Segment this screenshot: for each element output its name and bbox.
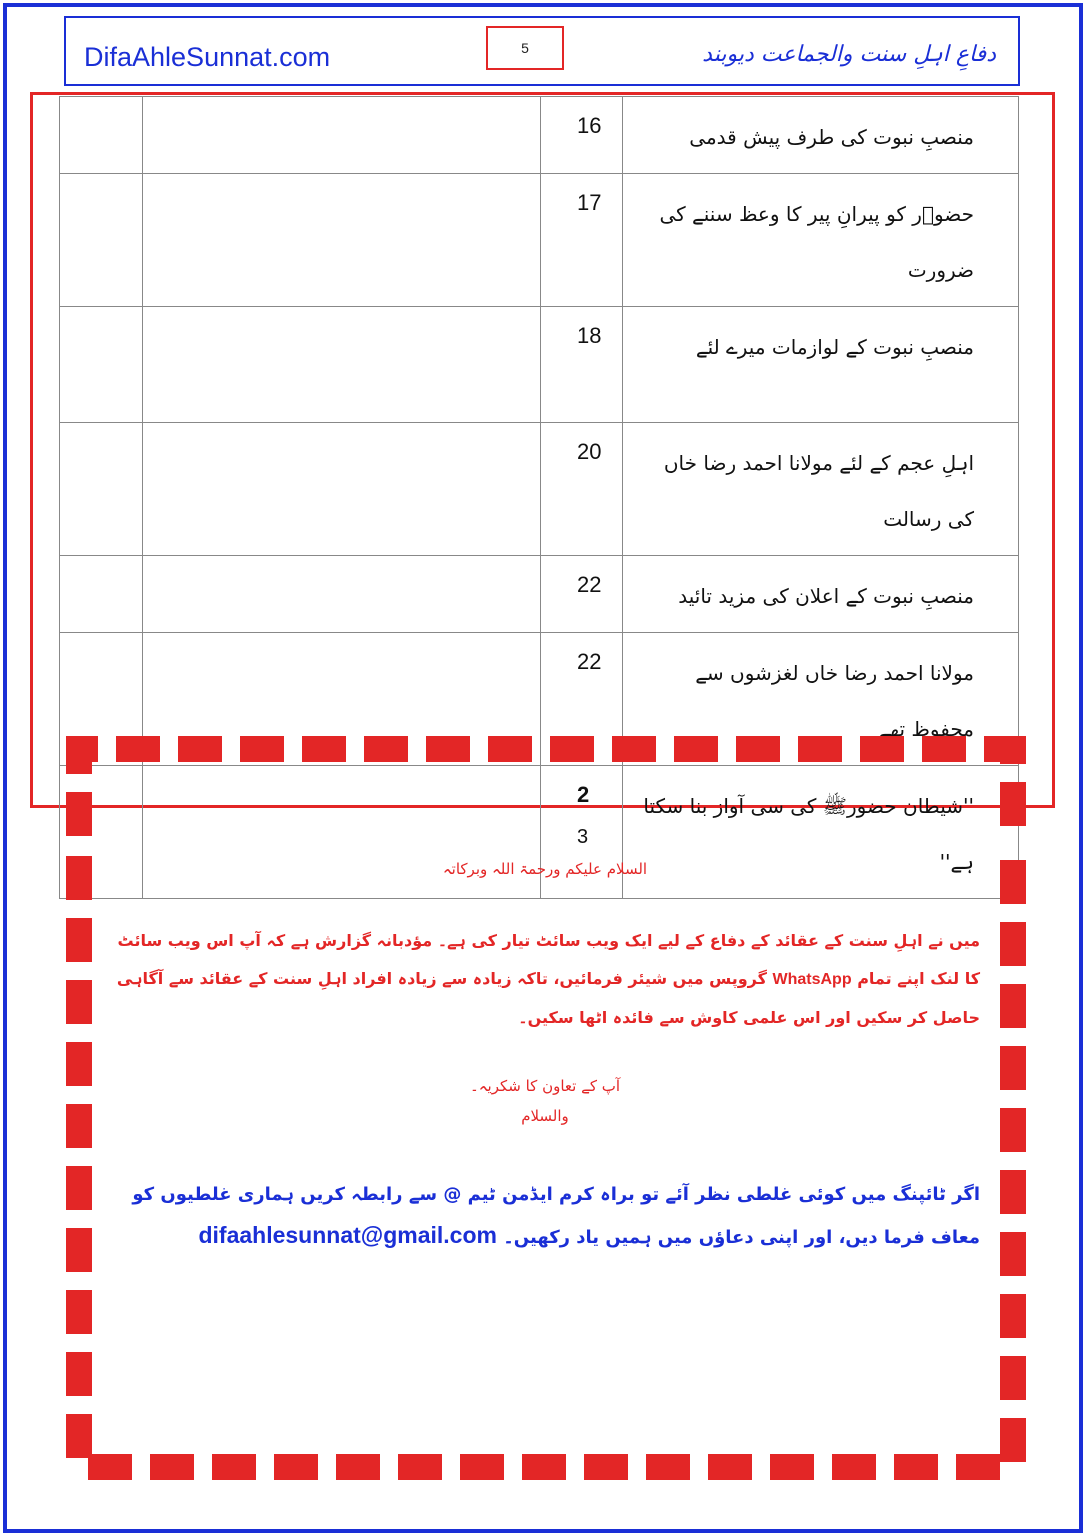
thanks-text: آپ کے تعاون کا شکریہ۔	[469, 1077, 621, 1095]
toc-title: اہلِ عجم کے لئے مولانا احمد رضا خاں کی رسالت	[623, 423, 1019, 556]
notice-block	[110, 860, 980, 1258]
toc-page: 22	[541, 556, 623, 633]
correction-paragraph	[110, 1175, 980, 1258]
thanks-note	[110, 1071, 980, 1131]
page-header	[64, 16, 1020, 86]
table-row	[60, 97, 1019, 174]
toc-page: 18	[541, 307, 623, 423]
table-row	[60, 174, 1019, 307]
toc-title: ''شیطان حضورﷺ کی سی آواز بنا سکتا ہے''	[623, 766, 1019, 899]
toc-title: حضوؑر کو پیرانِ پیر کا وعظ سننے کی ضرورت	[623, 174, 1019, 307]
toc-title: منصبِ نبوت کی طرف پیش قدمی	[623, 97, 1019, 174]
toc-title: منصبِ نبوت کے لوازمات میرے لئے	[623, 307, 1019, 423]
table-row	[60, 423, 1019, 556]
toc-page-line1: 2	[577, 782, 590, 807]
toc-page: 17	[541, 174, 623, 307]
table-row	[60, 556, 1019, 633]
urdu-title: دفاعِ اہلِ سنت والجماعت دیوبند	[702, 42, 996, 67]
correction-text: اگر ٹائپنگ میں کوئی غلطی نظر آئے تو براہ کرم ایڈمن ٹیم @ سے رابطہ کریں ہماری غلطیوں کو معاف فرما دیں، اور اپنی دعاؤں میں ہمیں یاد رکھیں۔	[132, 1184, 980, 1248]
toc-title: مولانا احمد رضا خاں لغزشوں سے محفوظ تھے	[623, 633, 1019, 766]
toc-page: 16	[541, 97, 623, 174]
email-link[interactable]: difaahlesunnat@gmail.com	[198, 1222, 497, 1248]
table-row	[60, 307, 1019, 423]
wassalam-text: والسلام	[521, 1107, 569, 1125]
toc-page: 22	[541, 633, 623, 766]
whatsapp-word: WhatsApp	[772, 971, 852, 988]
toc-page: 20	[541, 423, 623, 556]
salam-heading: السلام علیکم ورحمۃ اللہ وبرکاتہ	[442, 860, 648, 878]
request-text-2: گروپس میں شیئر فرمائیں، تاکہ زیادہ سے زیادہ افراد اہلِ سنت کے عقائد سے آگاہی حاصل کر سکیں اور اس علمی کاوش سے فائدہ اٹھا سکیں۔	[116, 969, 980, 1027]
request-paragraph	[110, 922, 980, 1037]
request-text-1: میں نے اہلِ سنت کے عقائد کے دفاع کے لیے ایک ویب سائٹ تیار کی ہے۔ مؤدبانہ گزارش ہے کہ آپ اس ویب سائٹ کا لنک اپنے تمام	[117, 931, 980, 988]
toc-page-line2: 3	[577, 826, 589, 848]
site-name: DifaAhleSunnat.com	[84, 42, 331, 72]
toc-title: منصبِ نبوت کے اعلان کی مزید تائید	[623, 556, 1019, 633]
page-number: 5	[486, 26, 564, 70]
